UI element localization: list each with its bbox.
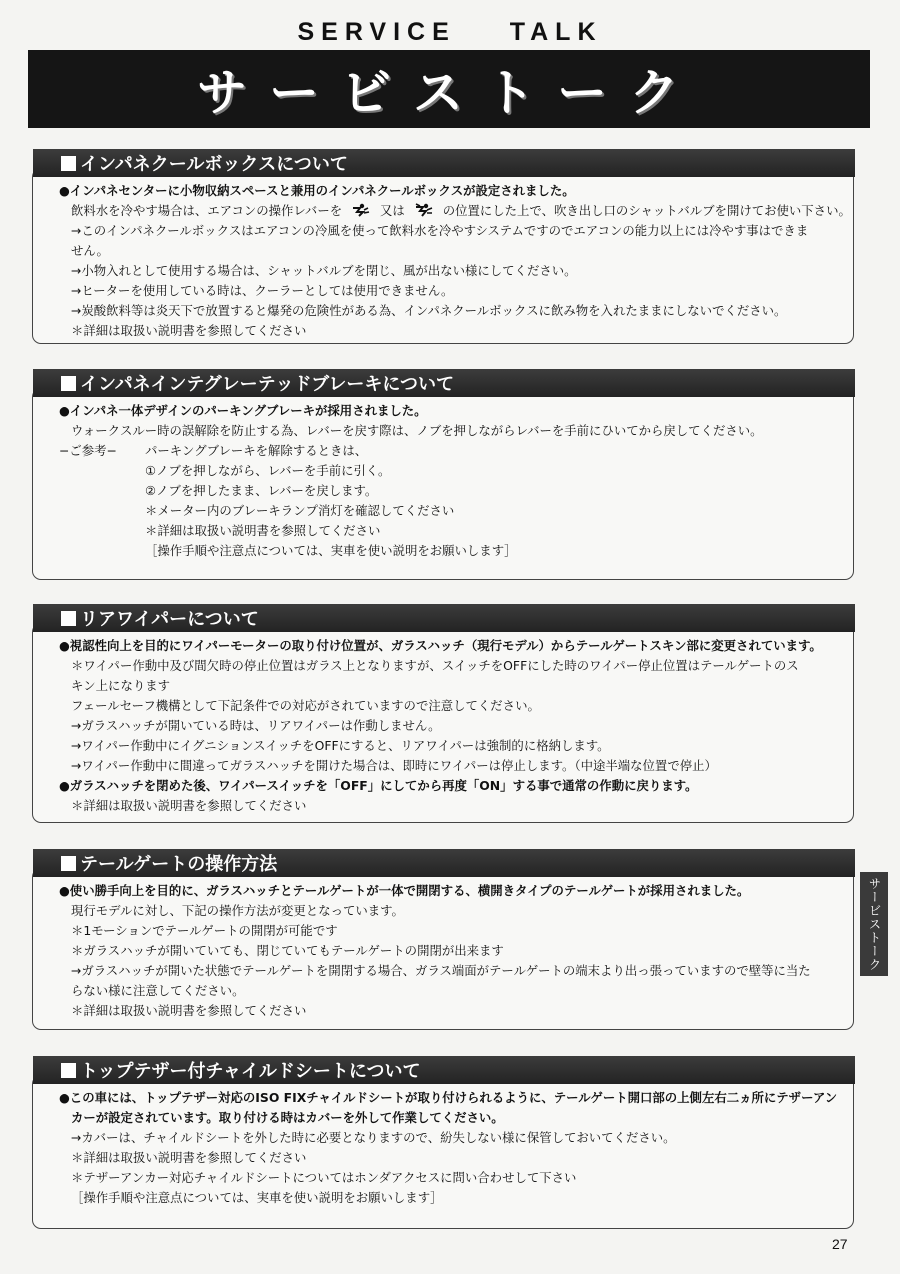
section-title: インパネクールボックスについて [80, 154, 348, 175]
paragraph-line: キン上になります [71, 678, 171, 693]
paragraph-line: ［操作手順や注意点については、実車を使い説明をお願いします］ [145, 543, 517, 558]
paragraph-line: →ヒーターを使用している時は、クーラーとしては使用できません。 [71, 283, 454, 298]
section-top-tether-child-seat [32, 1061, 854, 1229]
paragraph-line: →ワイパー作動中にイグニションスイッチをOFFにすると、リアワイパーは強制的に格納します。 [71, 738, 610, 753]
section-title-bar [33, 369, 855, 397]
paragraph-line: せん。 [71, 243, 109, 258]
paragraph-line: ①ノブを押しながら、レバーを手前に引く。 [145, 463, 391, 478]
section-title-bar [33, 149, 855, 177]
paragraph-line [33, 201, 853, 221]
header-title-jp: サービストーク [197, 64, 701, 122]
square-bullet-icon [61, 1063, 76, 1078]
paragraph-line: ②ノブを押したまま、レバーを戻します。 [145, 483, 378, 498]
square-bullet-icon [61, 156, 76, 171]
section-title-bar [33, 1056, 855, 1084]
header-title-en: SERVICE TALK [297, 18, 603, 46]
paragraph-line: →このインパネクールボックスはエアコンの冷風を使って飲料水を冷やすシステムですのでエアコンの能力以上には冷やす事はできま [71, 223, 809, 238]
paragraph-line: →ガラスハッチが開いた状態でテールゲートを開閉する場合、ガラス端面がテールゲートの端末より出っ張っていますので壁等に当た [71, 963, 811, 978]
paragraph-line: ウォークスルー時の誤解除を防止する為、レバーを戻す際は、ノブを押しながらレバーを手前にひいてから戻してください。 [71, 423, 763, 438]
square-bullet-icon [61, 611, 76, 626]
paragraph-line: ●使い勝手向上を目的に、ガラスハッチとテールゲートが一体で開閉する、横開きタイプのテールゲートが採用されました。 [59, 883, 750, 898]
paragraph-line: パーキングブレーキを解除するときは、 [145, 443, 368, 458]
paragraph-line: →小物入れとして使用する場合は、シャットバルブを閉じ、風が出ない様にしてください。 [71, 263, 577, 278]
paragraph-line: ＊詳細は取扱い説明書を参照してください [71, 323, 307, 338]
square-bullet-icon [61, 856, 76, 871]
section-title-bar [33, 849, 855, 877]
section-title: テールゲートの操作方法 [80, 854, 278, 875]
header-title-band [28, 50, 870, 128]
reference-label: −ご参考− [59, 443, 117, 458]
paragraph-line: ＊詳細は取扱い説明書を参照してください [71, 1150, 307, 1165]
text-fragment: 飲料水を冷やす場合は、エアコンの操作レバーを [71, 203, 343, 218]
paragraph-line: ＊メーター内のブレーキランプ消灯を確認してください [145, 503, 455, 518]
paragraph-line: 現行モデルに対し、下記の操作方法が変更となっています。 [71, 903, 404, 918]
paragraph-line: ●この車には、トップテザー対応のISO FIXチャイルドシートが取り付けられるように、テールゲート開口部の上側左右二ヵ所にテザーアン [59, 1090, 838, 1105]
paragraph-line: ＊詳細は取扱い説明書を参照してください [71, 1003, 307, 1018]
section-integrated-brake [32, 374, 854, 580]
paragraph-line: ＊ガラスハッチが開いていても、閉じていてもテールゲートの開閉が出来ます [71, 943, 504, 958]
paragraph-line: ［操作手順や注意点については、実車を使い説明をお願いします］ [71, 1190, 443, 1205]
paragraph-line: →カバーは、チャイルドシートを外した時に必要となりますので、紛失しない様に保管しておいてください。 [71, 1130, 676, 1145]
vent-bilevel-icon [415, 203, 433, 217]
paragraph-line: カーが設定されています。取り付ける時はカバーを外して作業してください。 [71, 1110, 504, 1125]
vent-face-icon [352, 203, 370, 217]
reference-row [33, 441, 853, 461]
text-fragment: の位置にした上で、吹き出し口のシャットバルブを開けてお使い下さい。 [442, 203, 851, 218]
section-title: インパネインテグレーテッドブレーキについて [80, 374, 455, 395]
paragraph-line: ●視認性向上を目的にワイパーモーターの取り付け位置が、ガラスハッチ（現行モデル）からテールゲートスキン部に変更されています。 [59, 638, 822, 653]
paragraph-line: →ワイパー作動中に間違ってガラスハッチを開けた場合は、即時にワイパーは停止します。（中途半端な位置で停止） [71, 758, 717, 773]
paragraph-line: ＊ワイパー作動中及び間欠時の停止位置はガラス上となりますが、スイッチをOFFにした時のワイパー停止位置はテールゲートのス [71, 658, 799, 673]
section-title: リアワイパーについて [80, 609, 259, 630]
page-number: 27 [832, 1236, 848, 1252]
section-rear-wiper [32, 609, 854, 823]
section-title-bar [33, 604, 855, 632]
square-bullet-icon [61, 376, 76, 391]
side-index-tab: サービストーク [860, 872, 888, 976]
paragraph-line: ●インパネセンターに小物収納スペースと兼用のインパネクールボックスが設定されました。 [59, 183, 575, 198]
paragraph-line: ＊テザーアンカー対応チャイルドシートについてはホンダアクセスに問い合わせして下さい [71, 1170, 577, 1185]
paragraph-line: ＊1モーションでテールゲートの開閉が可能です [71, 923, 338, 938]
paragraph-line: フェールセーフ機構として下記条件での対応がされていますので注意してください。 [71, 698, 540, 713]
section-title: トップテザー付チャイルドシートについて [80, 1061, 421, 1082]
paragraph-line: ●インパネ一体デザインのパーキングブレーキが採用されました。 [59, 403, 427, 418]
paragraph-line: ＊詳細は取扱い説明書を参照してください [145, 523, 381, 538]
paragraph-line: ＊詳細は取扱い説明書を参照してください [71, 798, 307, 813]
paragraph-line: →ガラスハッチが開いている時は、リアワイパーは作動しません。 [71, 718, 441, 733]
paragraph-line: ●ガラスハッチを閉めた後、ワイパースイッチを「OFF」にしてから再度「ON」する事で通常の作動に戻ります。 [59, 778, 698, 793]
section-tailgate-operation [32, 854, 854, 1030]
section-instrument-panel-cool-box [32, 154, 854, 344]
paragraph-line: らない様に注意してください。 [71, 983, 245, 998]
text-fragment: 又は [380, 203, 405, 218]
paragraph-line: →炭酸飲料等は炎天下で放置すると爆発の危険性がある為、インパネクールボックスに飲み物を入れたままにしないでください。 [71, 303, 787, 318]
